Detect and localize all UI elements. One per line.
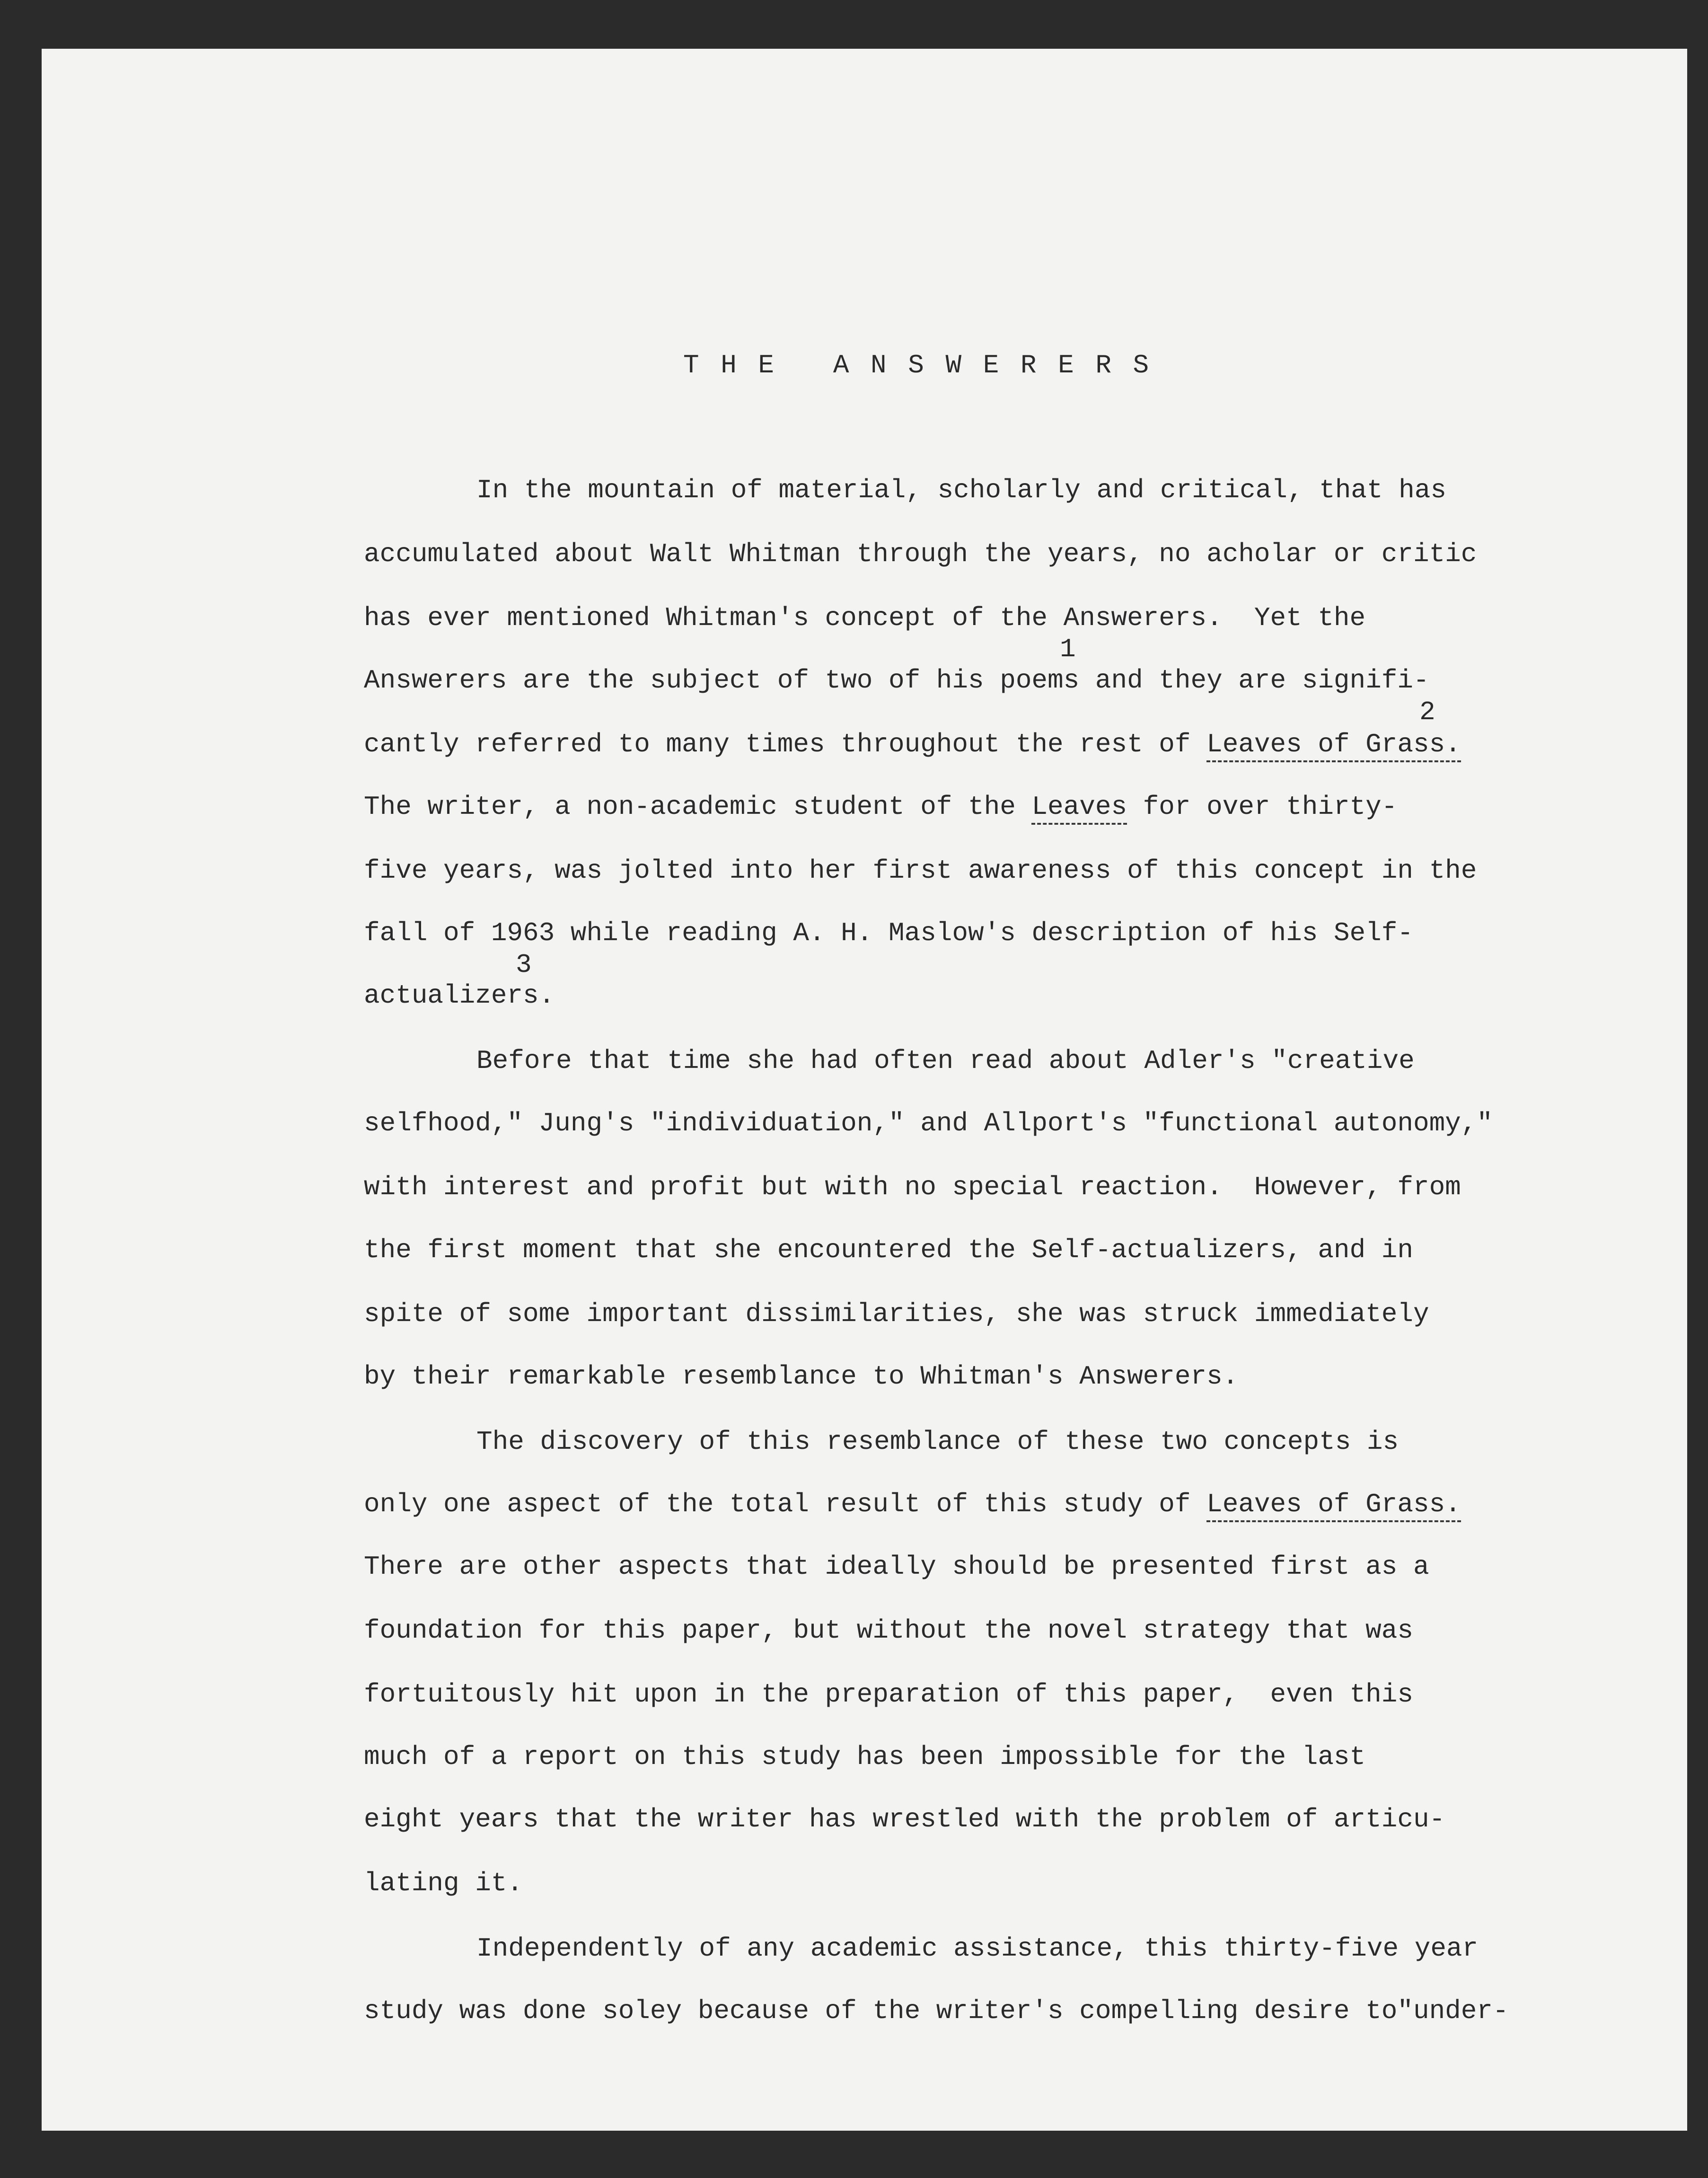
text-segment: by their remarkable resemblance to Whitman's Answerers. <box>364 1361 1239 1392</box>
text-segment: fall of 1963 while reading A. H. Maslow's description of his Self- <box>364 918 1413 948</box>
text-line <box>364 1297 1429 1331</box>
text-segment: accumulated about Walt Whitman through the years, no acholar or critic <box>364 539 1477 569</box>
text-line <box>364 1867 523 1900</box>
text-segment: Answerers are the subject of two of his poems and they are signifi- <box>364 665 1429 696</box>
text-segment: There are other aspects that ideally should be presented first as a <box>364 1552 1429 1582</box>
text-line <box>364 664 1429 697</box>
text-line <box>476 1044 1415 1077</box>
text-line <box>364 917 1413 950</box>
footnote-mark-2: 2 <box>1419 697 1435 727</box>
text-segment: the first moment that she encountered the Self-actualizers, and in <box>364 1235 1413 1265</box>
text-segment: The discovery of this resemblance of these two concepts is <box>476 1427 1399 1457</box>
text-line <box>364 790 1397 823</box>
text-line <box>476 474 1446 507</box>
text-segment: actualizers. <box>364 980 555 1011</box>
underlined-title: Leaves <box>1031 792 1127 825</box>
text-segment: lating it. <box>364 1868 523 1898</box>
text-line <box>476 1932 1478 1965</box>
text-segment: much of a report on this study has been impossible for the last <box>364 1742 1366 1772</box>
underlined-title: Leaves of Grass. <box>1206 729 1461 762</box>
text-segment: eight years that the writer has wrestled with the problem of articu- <box>364 1804 1445 1834</box>
text-segment: Independently of any academic assistance, this thirty-five year <box>476 1933 1479 1964</box>
text-segment: In the mountain of material, scholarly and critical, that has <box>476 475 1446 505</box>
text-segment: Before that time she had often read about Adler's "creative <box>476 1046 1415 1076</box>
text-line <box>364 1550 1429 1583</box>
text-segment: study was done soley because of the writer's compelling desire to"under- <box>364 1996 1509 2026</box>
document-page <box>42 49 1687 2131</box>
text-line <box>364 601 1365 635</box>
text-line <box>364 1360 1238 1393</box>
text-segment: only one aspect of the total result of this study of <box>364 1489 1207 1519</box>
text-line <box>364 854 1477 887</box>
text-segment: spite of some important dissimilarities, she was struck immediately <box>364 1299 1429 1329</box>
text-line <box>364 1678 1413 1711</box>
text-line <box>364 1614 1413 1647</box>
text-segment: foundation for this paper, but without the novel strategy that was <box>364 1615 1413 1646</box>
text-line <box>364 538 1477 571</box>
text-segment: selfhood," Jung's "individuation," and Allport's "functional autonomy," <box>364 1108 1493 1138</box>
footnote-mark-1: 1 <box>1060 634 1076 664</box>
document-title: T H E A N S W E R E R S <box>683 350 1152 380</box>
text-segment: fortuitously hit upon in the preparation of this paper, even this <box>364 1679 1413 1710</box>
text-segment: The writer, a non-academic student of the <box>364 792 1032 822</box>
text-line <box>364 979 555 1012</box>
text-line <box>476 1425 1399 1458</box>
text-segment: for over thirty- <box>1127 792 1398 822</box>
text-segment: with interest and profit but with no special reaction. However, from <box>364 1172 1461 1202</box>
text-line <box>364 1994 1509 2028</box>
text-segment: has ever mentioned Whitman's concept of the Answerers. Yet the <box>364 603 1366 633</box>
text-line <box>364 1803 1445 1836</box>
text-line <box>364 1171 1461 1204</box>
text-line <box>364 1740 1365 1773</box>
text-segment: five years, was jolted into her first awareness of this concept in the <box>364 855 1477 886</box>
footnote-mark-3: 3 <box>516 950 532 980</box>
underlined-title: Leaves of Grass. <box>1206 1489 1461 1522</box>
text-line <box>364 1234 1413 1267</box>
text-line <box>364 1107 1493 1140</box>
text-line <box>364 728 1461 761</box>
text-line <box>364 1488 1461 1521</box>
text-segment: cantly referred to many times throughout the rest of <box>364 729 1207 759</box>
